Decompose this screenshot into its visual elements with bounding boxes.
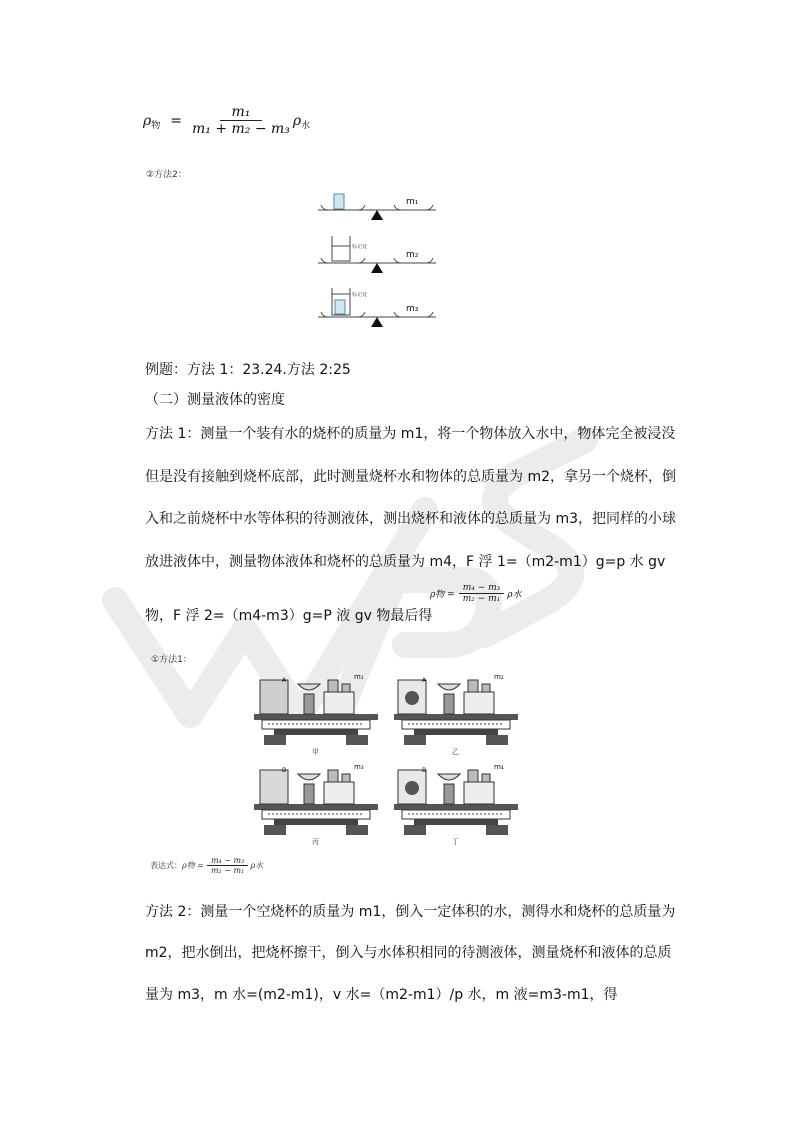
method2-line-1: 方法 2：测量一个空烧杯的质量为 m1，倒入一定体积的水，测得水和烧杯的总质量为 — [145, 904, 676, 920]
beaker-label-2: A — [422, 677, 427, 684]
expression-caption — [150, 856, 263, 875]
balance-label-m2: m₂ — [406, 250, 419, 260]
panel-label-yi: 乙 — [452, 748, 459, 756]
expression-denominator: m₂ − m₁ — [210, 866, 245, 875]
formula-denominator: m₁ + m₂ − m₃ — [191, 121, 290, 137]
balance-label-m1: m₁ — [406, 197, 419, 207]
panel-label-jia: 甲 — [312, 748, 319, 756]
density-formula-top: ρ 物 = $\frac{\text{m₁}}{\text{m₁ + m₂ − m₃}}$ ρ 水 — [143, 104, 311, 137]
expression-rhs: ρ水 — [250, 861, 264, 870]
expression-numerator: m₄ − m₃ — [207, 856, 248, 866]
expression-prefix: 表达式： — [150, 861, 182, 870]
balance-label-m3: m₃ — [406, 304, 419, 314]
method1-line-2: 但是没有接触到烧杯底部，此时测量烧杯水和物体的总质量为 m2，拿另一个烧杯，倒 — [145, 469, 676, 485]
rho-symbol: ρ — [143, 112, 152, 129]
beaker-label-1: A — [282, 677, 287, 684]
balance-mark-label-1: 标记处 — [352, 244, 368, 250]
mass-label-m2: m₂ — [494, 673, 504, 681]
rho-water-subscript: 水 — [301, 121, 311, 131]
mass-label-m1: m₁ — [354, 673, 364, 681]
inline-formula-denominator: m₂ − m₁ — [462, 594, 501, 604]
panel-label-bing: 丙 — [312, 838, 319, 846]
inline-formula-lhs: ρ物 = — [430, 590, 455, 600]
inline-formula-numerator: m₄ − m₃ — [459, 583, 505, 594]
mass-label-m4: m₄ — [494, 763, 504, 771]
balance-mark-label-2: 标记处 — [352, 292, 368, 298]
method1-line-5: 物，F 浮 2=（m4-m3）g=P 液 gv 物最后得 — [145, 608, 433, 624]
rho-subscript: 物 — [151, 121, 161, 131]
section-title: （二）测量液体的密度 — [145, 392, 285, 408]
rho-water-symbol: ρ — [292, 112, 302, 129]
inline-density-formula — [430, 583, 522, 604]
method1-line-4: 放进液体中，测量物体液体和烧杯的总质量为 m4，F 浮 1=（m2-m1）g=p 水 gv — [145, 554, 666, 570]
beaker-label-4: B — [422, 767, 427, 774]
balance-diagram — [318, 188, 436, 328]
mass-label-m3: m₃ — [354, 763, 364, 771]
method2-line-3: 量为 m3，m 水=(m2-m1)，v 水=（m2-m1）/p 水，m 液=m3-m1，得 — [145, 987, 618, 1003]
beaker-label-3: B — [282, 767, 287, 774]
method1-line-3: 入和之前烧杯中水等体积的待测液体，测出烧杯和液体的总质量为 m3，把同样的小球 — [145, 511, 676, 527]
method1-caption: ①方法1： — [151, 655, 192, 665]
example-line: 例题：方法 1：23.24.方法 2:25 — [145, 362, 351, 378]
method1-line-1: 方法 1：测量一个装有水的烧杯的质量为 m1，将一个物体放入水中，物体完全被浸没 — [145, 426, 676, 442]
scale-figures — [254, 670, 524, 848]
expression-lhs: ρ物 = — [182, 861, 204, 870]
method2-caption: ②方法2： — [146, 170, 187, 180]
formula-numerator: m₁ — [220, 104, 263, 121]
panel-label-ding: 丁 — [452, 838, 459, 846]
method2-line-2: m2，把水倒出，把烧杯擦干，倒入与水体积相同的待测液体，测量烧杯和液体的总质 — [145, 945, 672, 961]
inline-formula-rhs: ρ水 — [507, 590, 522, 600]
